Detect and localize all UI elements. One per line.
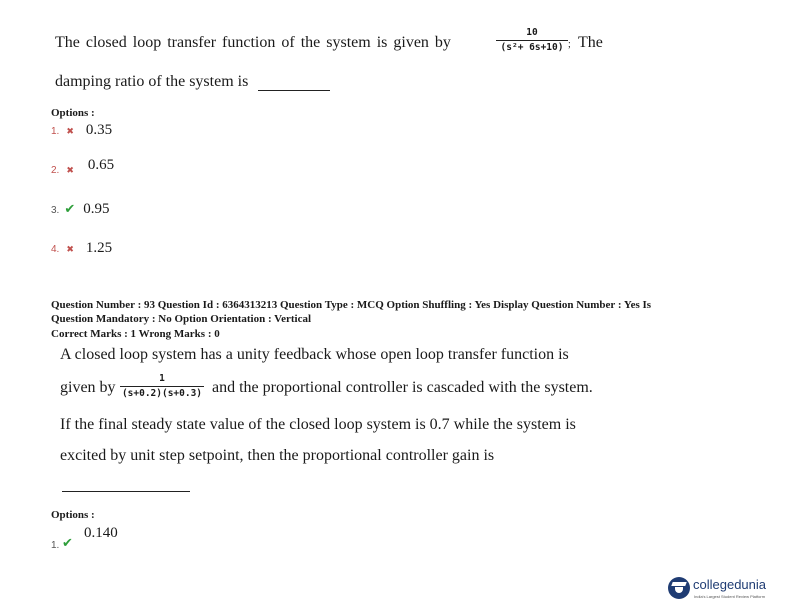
option-number: 3. — [51, 205, 60, 216]
option-value: 1.25 — [85, 240, 113, 256]
fraction-bar — [496, 40, 568, 41]
q1-option-3[interactable] — [51, 200, 110, 218]
brand-logo — [668, 573, 786, 603]
q1-tf-numerator: 10 — [526, 27, 538, 38]
cross-icon: ✖ — [66, 127, 74, 137]
logo-name: collegedunia — [693, 577, 767, 592]
q1-line1: The closed loop transfer function of the system is given by — [55, 34, 451, 51]
option-value: 0.65 — [87, 157, 115, 173]
q1-option-1[interactable] — [51, 121, 112, 139]
q2-line2-suffix: and the proportional controller is cascaded with the system. — [212, 379, 593, 396]
q2-option-1[interactable] — [51, 524, 141, 554]
cross-icon: ✖ — [66, 245, 74, 255]
q2-line2-prefix: given by — [60, 379, 116, 396]
q1-options-heading: Options : — [51, 107, 95, 119]
q2-line3: If the final steady state value of the closed loop system is 0.7 while the system is — [60, 416, 576, 433]
q2-meta-line2: Question Mandatory : No Option Orientation : Vertical — [51, 313, 312, 325]
q2-tf-numerator: 1 — [159, 373, 165, 384]
q2-meta-line1: Question Number : 93 Question Id : 6364313213 Question Type : MCQ Option Shuffling : Yes Display Question Number : Yes Is — [51, 299, 652, 311]
q1-line1-tail: The — [578, 34, 603, 51]
checkmark-icon: ✔ — [62, 536, 73, 551]
q1-tf-suffix: ; — [568, 39, 571, 50]
option-number: 1. — [51, 540, 60, 551]
q1-option-2[interactable] — [51, 157, 115, 178]
option-value: 0.140 — [84, 525, 118, 541]
q2-transfer-function — [120, 373, 204, 400]
checkmark-icon: ✔ — [64, 202, 76, 217]
q2-options-heading: Options : — [51, 509, 95, 521]
logo-tagline: India's Largest Student Review Platform — [694, 594, 766, 599]
q2-answer-blank — [62, 491, 190, 492]
q2-line1: A closed loop system has a unity feedback whose open loop transfer function is — [60, 346, 569, 363]
q2-tf-denominator: (s+0.2)(s+0.3) — [121, 388, 203, 399]
q1-option-4[interactable] — [51, 239, 112, 257]
graduation-cap-icon — [668, 577, 690, 599]
option-value: 0.95 — [83, 201, 110, 217]
q1-transfer-function — [496, 27, 568, 54]
q2-meta-line3: Correct Marks : 1 Wrong Marks : 0 — [51, 328, 220, 340]
q1-tf-denominator: (s²+ 6s+10) — [500, 42, 564, 53]
fraction-bar — [120, 386, 204, 387]
q1-answer-blank — [258, 90, 330, 91]
option-number: 4. — [51, 244, 60, 255]
q2-line4: excited by unit step setpoint, then the proportional controller gain is — [60, 447, 495, 464]
option-number: 2. — [51, 165, 60, 176]
option-number: 1. — [51, 126, 60, 137]
cross-icon: ✖ — [66, 166, 74, 176]
option-value: 0.35 — [85, 122, 113, 138]
q1-line2: damping ratio of the system is — [55, 73, 249, 90]
